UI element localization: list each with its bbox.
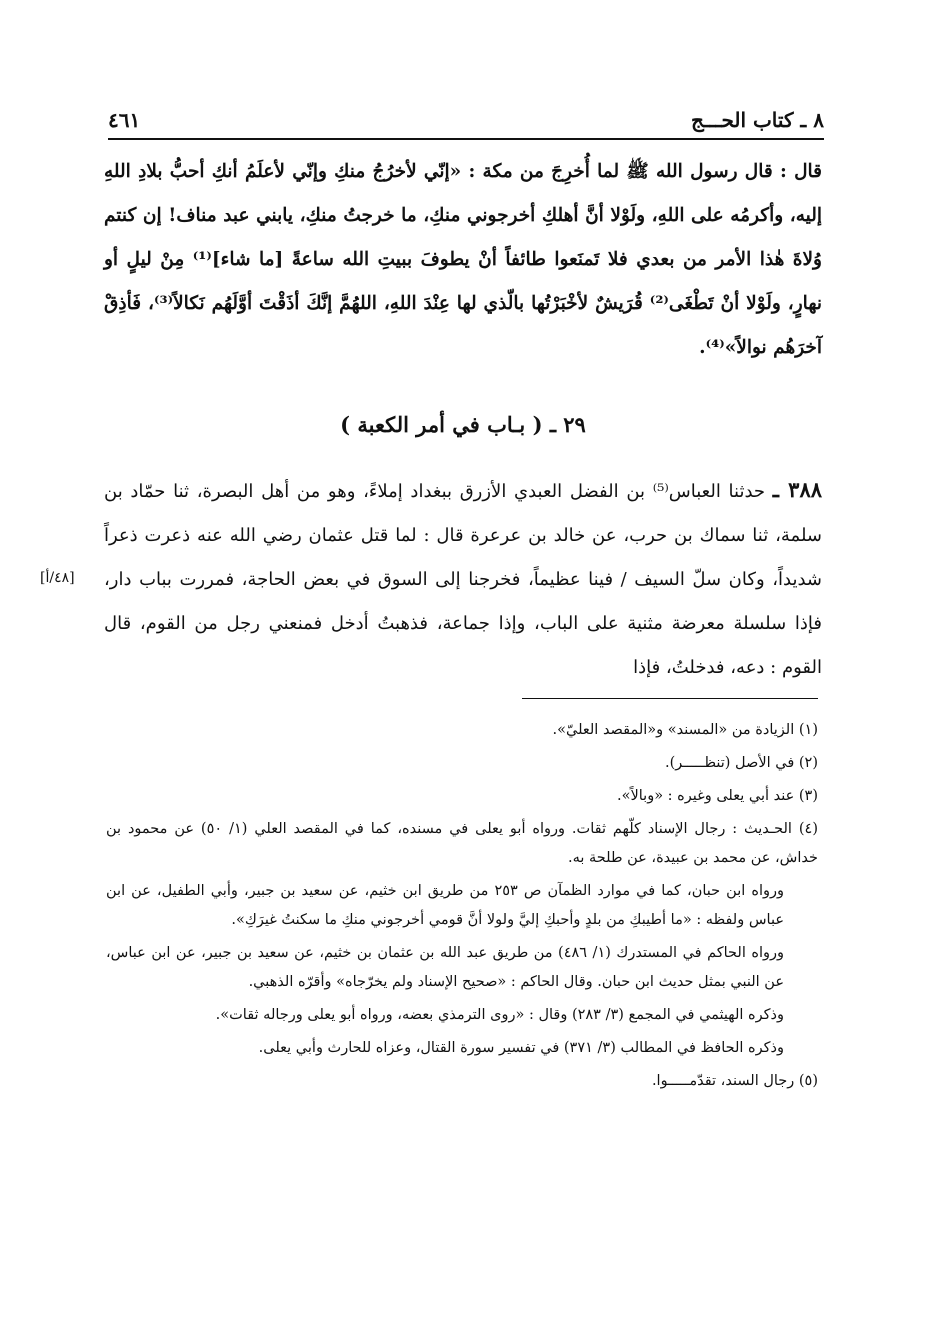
hadith-paragraph [104,468,822,690]
footnote-item: وذكره الحافظ في المطالب (٣/ ٣٧١) في تفسير سورة القتال، وعزاه للحارث وأبي يعلى. [258,1040,784,1056]
footnote-item: (٥) رجال السند، تقدّمـــــوا. [651,1073,818,1089]
hadith-continuation-text: قال : قال رسول الله ﷺ لما أُخرِجَ من مكة : «إنّي لأخرُجُ منكِ وإنّي لأعلَمُ أنكِ أحبُّ بلادِ اللهِ إليه، وأكرمُه على اللهِ، ولَوْلا أنَّ أهلكِ أخرجوني منكِ، ما خرجتُ منكِ، يابني عبد مناف! إن كنتم وُلاةَ هٰذا الأمر من بعدي فلا تَمنَعوا طائفاً أنْ يطوفَ ببيتِ الله ساعةً [ما شاء]⁽¹⁾ مِنْ ليلٍ أو نهارٍ، ولَوْلا أنْ تَطْغَى⁽²⁾ قُرَيشٌ لأخْبَرْتُها بالّذي لها عِنْدَ اللهِ، اللهُمَّ إنَّكَ أذَقْتَ أوَّلَهُم نَكالاً⁽³⁾، فَأذِقْ آخرَهُم نوالاً»⁽⁴⁾. [104,161,822,358]
section-title: ٢٩ ـ ( بـاب في أمر الكعبة ) [340,412,586,437]
footnote-item: وذكره الهيثمي في المجمع (٣/ ٢٨٣) وقال : «روى الترمذي بعضه، ورواه أبو يعلى ورجاله ثقات». [215,1007,784,1023]
hadith-number: ٣٨٨ ـ [772,477,823,502]
footnotes [106,716,818,1100]
hadith-text: حدثنا العباس⁽⁵⁾ بن الفضل العبدي الأزرق ببغداد إملاءً، وهو من أهل البصرة، ثنا حمّاد بن سلمة، ثنا سماك بن حرب، عن خالد بن عرعرة قال : لما قتل عثمان رضي الله عنه ذعرت ذعراً شديداً، وكان سلّ السيف / فينا عظيماً، فخرجنا إلى السوق في بعض الحاجة، فمررت بباب دار، فإذا سلسلة معرضة مثنية على الباب، وإذا جماعة، فذهبتُ أدخل فمنعني رجل من القوم، قال القوم : دعه، فدخلتُ، فإذا [104,481,822,678]
manuscript-folio-note: [٤٨/أ] [40,570,75,586]
footnote-item: ورواه الحاكم في المستدرك (١/ ٤٨٦) من طريق عبد الله بن عثمان بن خثيم، عن سعيد بن جبير، عن ابن عباس، عن النبي بمثل حديث ابن حبان. وقال الحاكم : «صحيح الإسناد ولم يخرّجاه» وأقرّه الذهبي. [106,945,784,990]
footnote-item: (٢) في الأصل (تنظـــــر). [664,755,818,771]
footnote-item: (٤) الحـديث : رجال الإسناد كلّهم ثقات. ورواه أبو يعلى في مسنده، كما في المقصد العلي (١/ ٥٠) عن محمود بن خداش، عن محمد بن عبيدة، عن طلحة به. [106,821,818,866]
footnote-separator [522,698,818,699]
page-header [108,92,824,132]
header-rule [108,138,824,140]
footnote-item: (١) الزيادة من «المسند» و«المقصد العليّ». [552,722,818,738]
page-number: ٤٦١ [108,108,141,132]
footnote-item: ورواه ابن حبان، كما في موارد الظمآن ص ٢٥٣ من طريق ابن خثيم، عن سعيد بن جبير، وأبي الطفيل، عن ابن عباس ولفظه : «ما أطيبكِ من بلدٍ وأحبكِ إليَّ ولولا أنَّ قومي أخرجوني منكِ ما سكنتُ غيرَكِ». [106,883,784,928]
chapter-title: ٨ ـ كتاب الحـــج [690,108,824,132]
footnote-item: (٣) عند أبي يعلى وغيره : «وبالاً». [616,788,818,804]
